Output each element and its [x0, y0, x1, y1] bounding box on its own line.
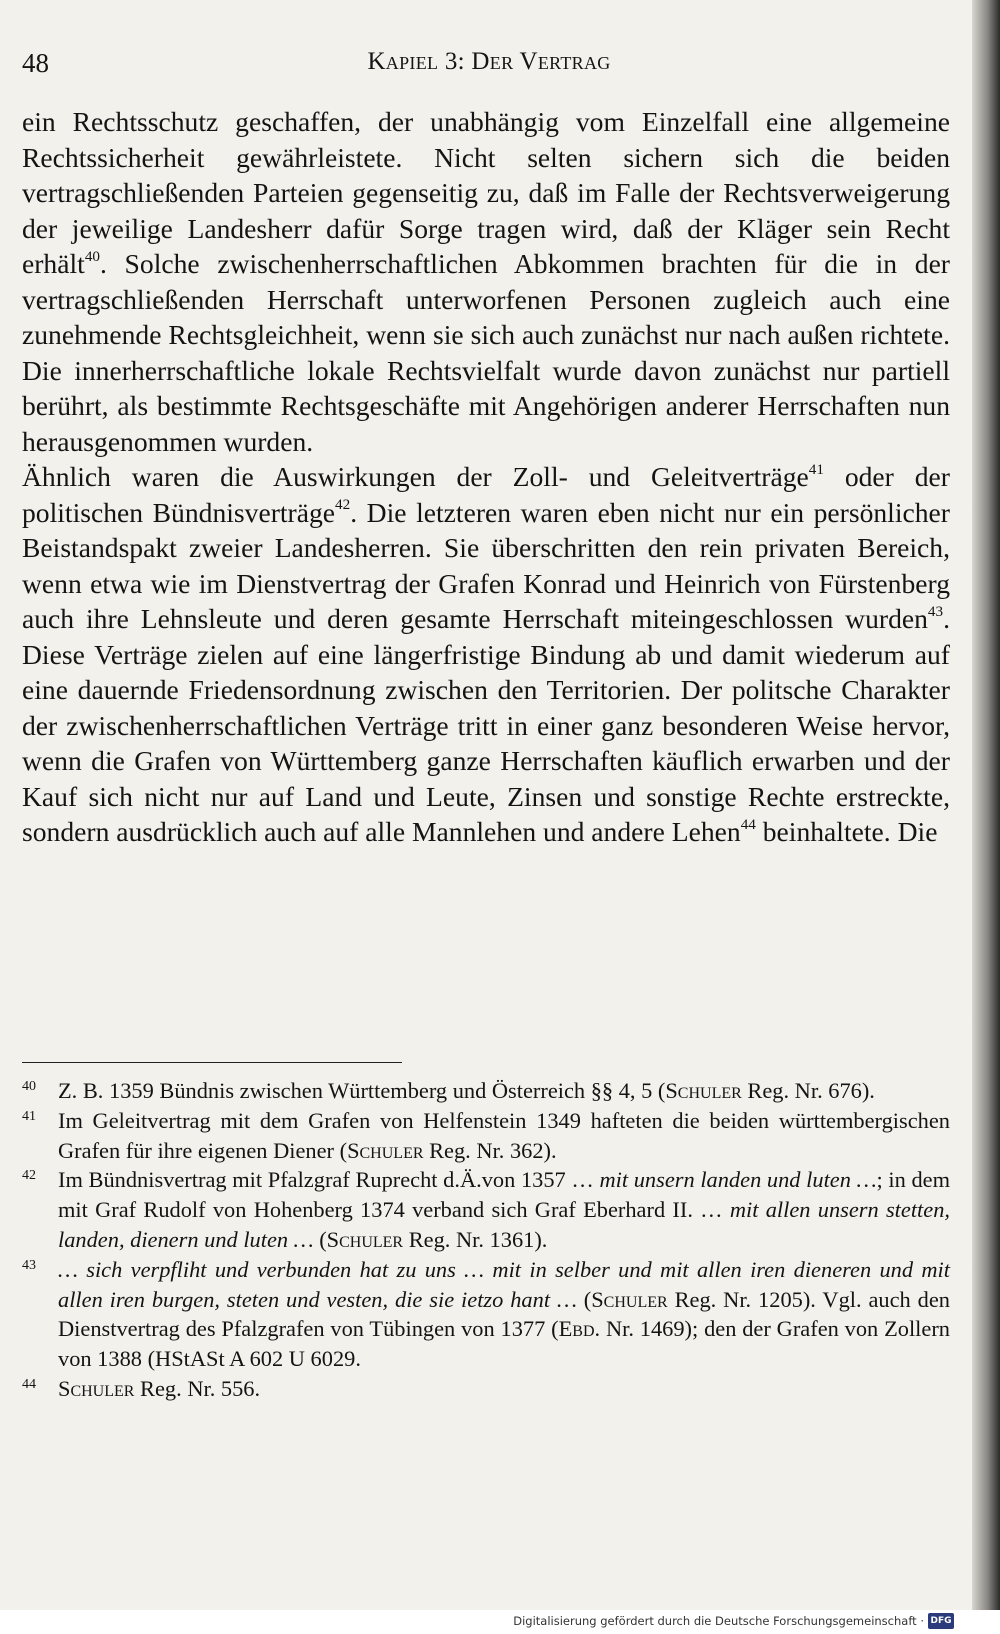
main-text — [22, 104, 950, 850]
page-edge-shadow — [972, 0, 1000, 1634]
footnote-number: 41 — [22, 1108, 36, 1124]
footnote-ref-43[interactable]: 43 — [927, 602, 944, 620]
dfg-logo-icon: DFG — [928, 1613, 954, 1629]
footnote-ref-40[interactable]: 40 — [84, 247, 100, 265]
footnote-ref-41[interactable]: 41 — [808, 460, 824, 478]
digitization-footer — [0, 1610, 1000, 1634]
footnote-40: 40 Z. B. 1359 Bündnis zwischen Württemberg und Österreich §§ 4, 5 (Schuler Reg. Nr. 676). — [22, 1076, 950, 1106]
footnote-ref-44[interactable]: 44 — [740, 815, 756, 833]
footnote-number: 42 — [22, 1168, 36, 1184]
paragraph-2: Ähnlich waren die Auswirkungen der Zoll- und Geleitverträge$^{41}$ oder der politischen Bündnisverträge$^{42}$. Die letzteren waren eben nicht nur ein persönlicher Beistandspakt zweier Landesherren. Sie überschritten den rein privaten Bereich, wenn etwa wie im Dienstvertrag der Grafen Konrad und Heinrich von Fürstenberg auch ihre Lehnsleute und deren gesamte Herrschaft miteingeschlossen wurden$^{43}$. Diese Verträge zielen auf eine längerfristige Bindung ab und damit wiederum auf eine dauernde Friedensordnung zwischen den Territorien. Der politsche Charakter der zwischenherrschaftlichen Verträge tritt in einer ganz besonderen Weise hervor, wenn die Grafen von Württemberg ganze Herrschaften käuflich erwarben und der Kauf sich nicht nur auf Land und Leute, Zinsen und sonstige Rechte erstreckte, sondern ausdrücklich auch auf alle Mannlehen und andere Lehen$^{44}$ beinhaltete. Die — [22, 460, 950, 847]
footnote-42: 42 Im Bündnisvertrag mit Pfalzgraf Ruprecht d.Ä.von 1357 … mit unsern landen und luten …; in dem mit Graf Rudolf von Hohenberg 1374 verband sich Graf Eberhard II. … mit allen unsern stetten, landen, dienern und luten … (Schuler Reg. Nr. 1361). — [22, 1165, 950, 1254]
footnote-separator — [22, 1062, 402, 1063]
footnote-number: 40 — [22, 1079, 36, 1094]
footnote-43: 43 … sich verpfliht und verbunden hat zu uns … mit in selber und mit allen iren dieneren und mit allen iren burgen, steten und vesten, die sie ietzo hant … (Schuler Reg. Nr. 1205). Vgl. auch den Dienstvertrag des Pfalzgrafen von Tübingen von 1377 (Ebd. Nr. 1469); den der Grafen von Zollern von 1388 (HStASt A 602 U 6029. — [22, 1255, 950, 1374]
paragraph-1: ein Rechtsschutz geschaffen, der unabhängig vom Einzelfall eine allgemeine Rechtssicherheit gewährleistete. Nicht selten sichern sich die beiden vertragschließenden Parteien gegenseitig zu, daß im Falle der Rechtsverweigerung der jeweilige Landesherr dafür Sorge tragen wird, daß der Kläger sein Recht erhält$^{40}$. Solche zwischenherrschaftlichen Abkommen brachten für die in der vertragschließenden Herrschaft unterworfenen Personen zugleich auch eine zunehmende Rechtsgleichheit, wenn sie sich auch zunächst nur nach außen richtete. Die innerherrschaftliche lokale Rechtsvielfalt wurde davon zunächst nur partiell berührt, als bestimmte Rechtsgeschäfte mit Angehörigen anderer Herrschaften nun herausgenommen wurden. — [22, 106, 950, 457]
digitization-credit: Digitalisierung gefördert durch die Deutsche Forschungsgemeinschaft · — [513, 1614, 924, 1628]
running-head: Kapiel 3: Der Vertrag — [367, 48, 611, 75]
footnotes — [22, 1076, 950, 1404]
footnote-44: 44 Schuler Reg. Nr. 556. — [22, 1374, 950, 1404]
page-number: 48 — [22, 48, 49, 78]
page-header — [22, 44, 956, 84]
footnote-number: 44 — [22, 1376, 36, 1392]
footnote-ref-42[interactable]: 42 — [335, 496, 351, 514]
footnote-41: 41 Im Geleitvertrag mit dem Grafen von Helfenstein 1349 hafteten die beiden württembergischen Grafen für ihre eigenen Diener (Schuler Reg. Nr. 362). — [22, 1106, 950, 1166]
footnote-number: 43 — [22, 1257, 36, 1273]
